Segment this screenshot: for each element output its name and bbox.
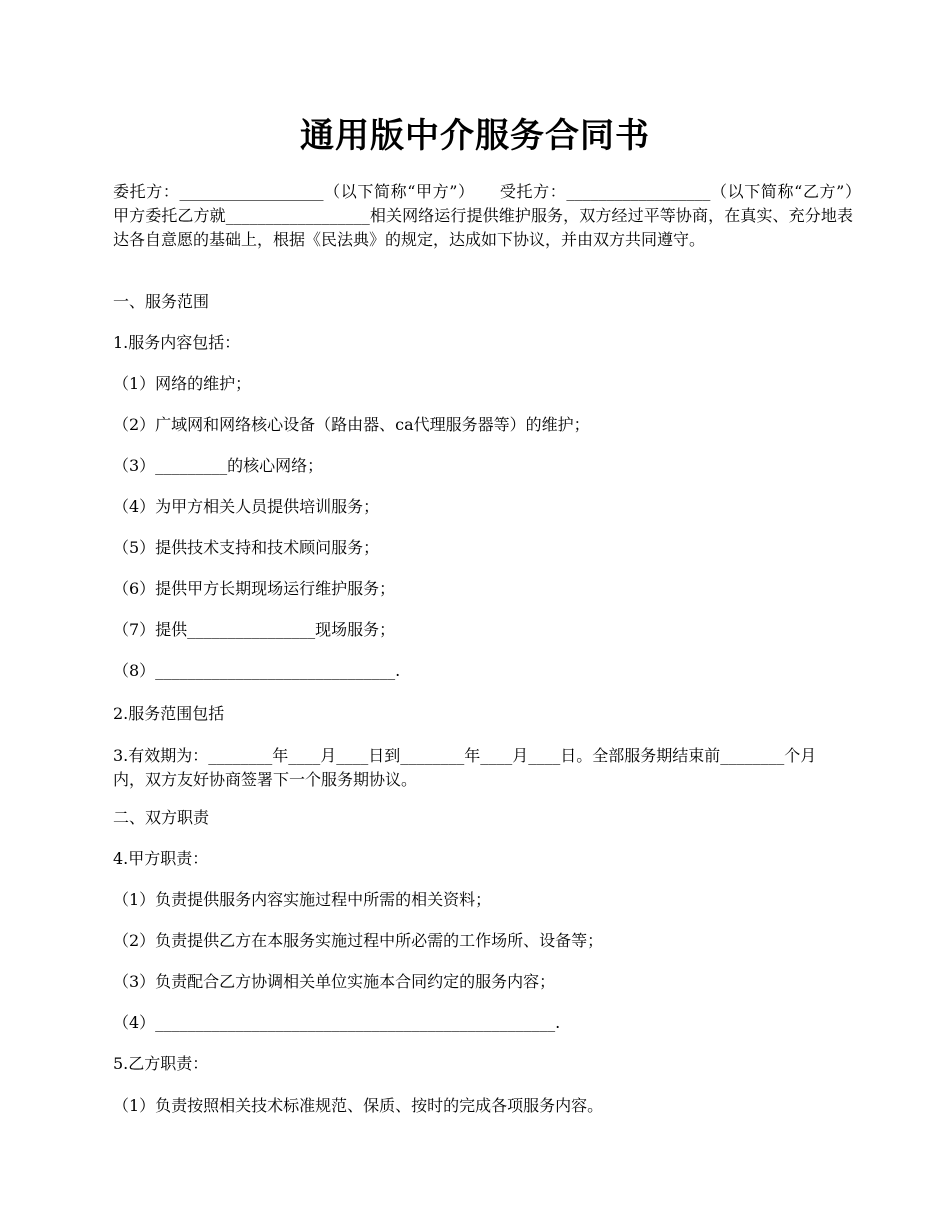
section-heading-service-scope: 一、服务范围	[113, 292, 210, 311]
intro-paragraph: 委托方：__________________（以下简称“甲方”） 受托方：__________________（以下简称“乙方”） 甲方委托乙方就__________________相关网络运行提供维护服务，双方经过平等协商，在真实、充分地表达各自意愿的基础上，根据《民法典》的规定，达成如下协议，并由双方共同遵守。	[113, 182, 886, 249]
list-item: （1）网络的维护；	[113, 374, 252, 393]
list-item: （4）为甲方相关人员提供培训服务；	[113, 497, 380, 516]
list-item: （1）负责按照相关技术标准规范、保质、按时的完成各项服务内容。	[113, 1096, 604, 1115]
clause-4-heading: 4.甲方职责：	[113, 849, 209, 868]
document-title: 通用版中介服务合同书	[300, 116, 650, 156]
clause-5-heading: 5.乙方职责：	[113, 1054, 209, 1073]
list-item: （6）提供甲方长期现场运行维护服务；	[113, 579, 396, 598]
list-item: （2）负责提供乙方在本服务实施过程中所必需的工作场所、设备等；	[113, 931, 604, 950]
list-item: （7）提供________________现场服务；	[113, 620, 396, 639]
section-heading-responsibilities: 二、双方职责	[113, 808, 210, 827]
clause-1-heading: 1.服务内容包括：	[113, 333, 241, 352]
list-item: （3）负责配合乙方协调相关单位实施本合同约定的服务内容；	[113, 972, 556, 991]
list-item: （2）广域网和网络核心设备（路由器、ca代理服务器等）的维护；	[113, 415, 590, 434]
clause-2-heading: 2.服务范围包括	[113, 704, 225, 723]
list-item: （3）_________的核心网络；	[113, 456, 324, 475]
list-item: （8）______________________________.	[113, 661, 401, 680]
list-item: （1）负责提供服务内容实施过程中所需的相关资料；	[113, 890, 492, 909]
clause-3-validity: 3.有效期为：________年____月____日到________年____月____日。全部服务期结束前________个月内，双方友好协商签署下一个服务期协议。	[113, 746, 817, 789]
list-item: （4）__________________________________________________.	[113, 1013, 561, 1032]
list-item: （5）提供技术支持和技术顾问服务；	[113, 538, 380, 557]
